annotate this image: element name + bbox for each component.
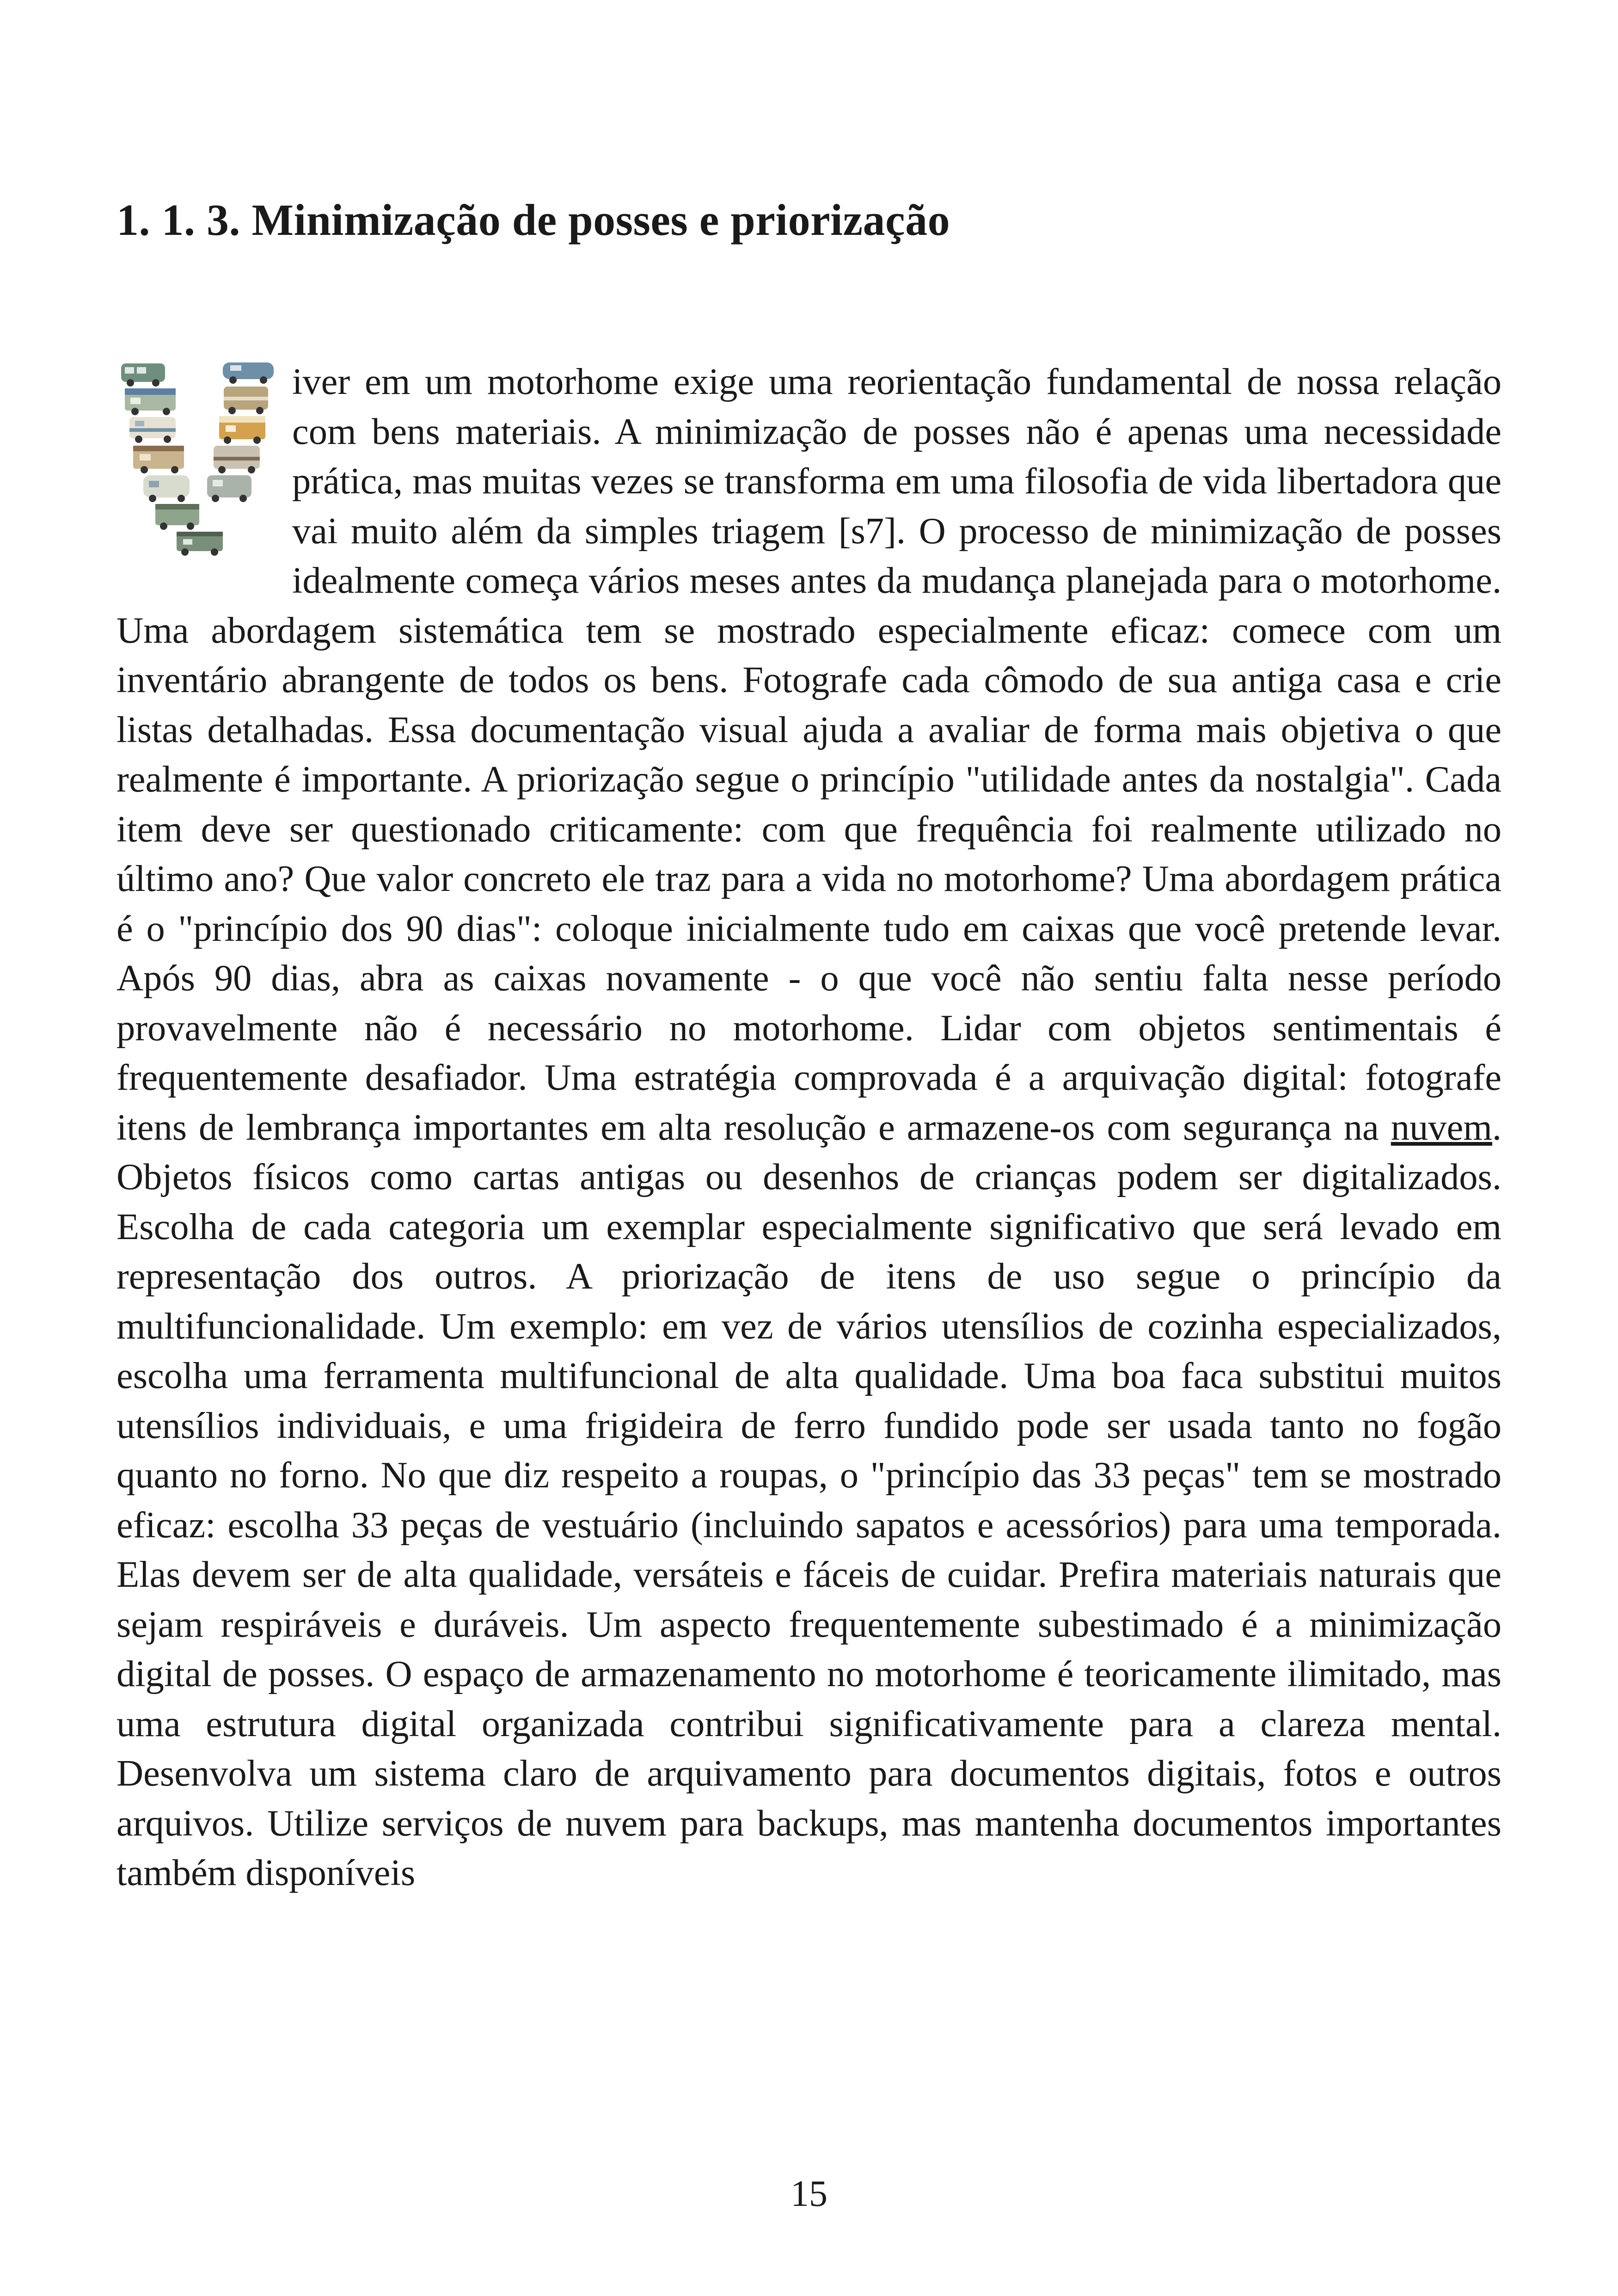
cloud-link[interactable]: nuvem bbox=[1391, 1106, 1492, 1148]
vehicles-dropcap-icon bbox=[116, 360, 278, 559]
section-heading: 1. 1. 3. Minimização de posses e priorização bbox=[116, 195, 950, 245]
paragraph-text-start: iver em um motorhome exige uma reorientação fundamental de nossa relação com bens materiais. A minimização de posses não é apenas uma necessidade prática, mas muitas vezes se transforma em uma filosofia de vida libertadora que vai muito além da simples triagem [s7]. O processo de minimização de posses idealmente começa vários meses antes da mudança planejada para o motorhome. Uma abordagem sistemática tem se mostrado especialmente eficaz: comece com um inventário abrangente de todos os bens. Fotografe cada cômodo de sua antiga casa e crie listas detalhadas. Essa documentação visual ajuda a avaliar de forma mais objetiva o que realmente é importante. A priorização segue o princípio "utilidade antes da nostalgia". Cada item deve ser questionado criticamente: com que frequência foi realmente utilizado no último ano? Que valor concreto ele traz para a vida no motorhome? Uma abordagem prática é o "princípio dos 90 dias": coloque inicialmente tudo em caixas que você pretende levar. Após 90 dias, abra as caixas novamente - o que você não sentiu falta nesse período provavelmente não é necessário no motorhome. Lidar com objetos sentimentais é frequentemente desafiador. Uma estratégia comprovada é a arquivação digital: fotografe itens de lembrança importantes em alta resolução e armazene-os com segurança na bbox=[116, 361, 1502, 1148]
page-number: 15 bbox=[791, 2173, 827, 2214]
body-paragraph bbox=[116, 357, 1502, 1898]
paragraph-text-end: . Objetos físicos como cartas antigas ou desenhos de crianças podem ser digitalizados. Escolha de cada categoria um exemplar especialmente significativo que será levado em representação dos outros. A priorização de itens de uso segue o princípio da multifuncionalidade. Um exemplo: em vez de vários utensílios de cozinha especializados, escolha uma ferramenta multifuncional de alta qualidade. Uma boa faca substitui muitos utensílios individuais, e uma frigideira de ferro fundido pode ser usada tanto no fogão quanto no forno. No que diz respeito a roupas, o "princípio das 33 peças" tem se mostrado eficaz: escolha 33 peças de vestuário (incluindo sapatos e acessórios) para uma temporada. Elas devem ser de alta qualidade, versáteis e fáceis de cuidar. Prefira materiais naturais que sejam respiráveis e duráveis. Um aspecto frequentemente subestimado é a minimização digital de posses. O espaço de armazenamento no motorhome é teoricamente ilimitado, mas uma estrutura digital organizada contribui significativamente para a clareza mental. Desenvolva um sistema claro de arquivamento para documentos digitais, fotos e outros arquivos. Utilize serviços de nuvem para backups, mas mantenha documentos importantes também disponíveis bbox=[116, 1106, 1502, 1893]
